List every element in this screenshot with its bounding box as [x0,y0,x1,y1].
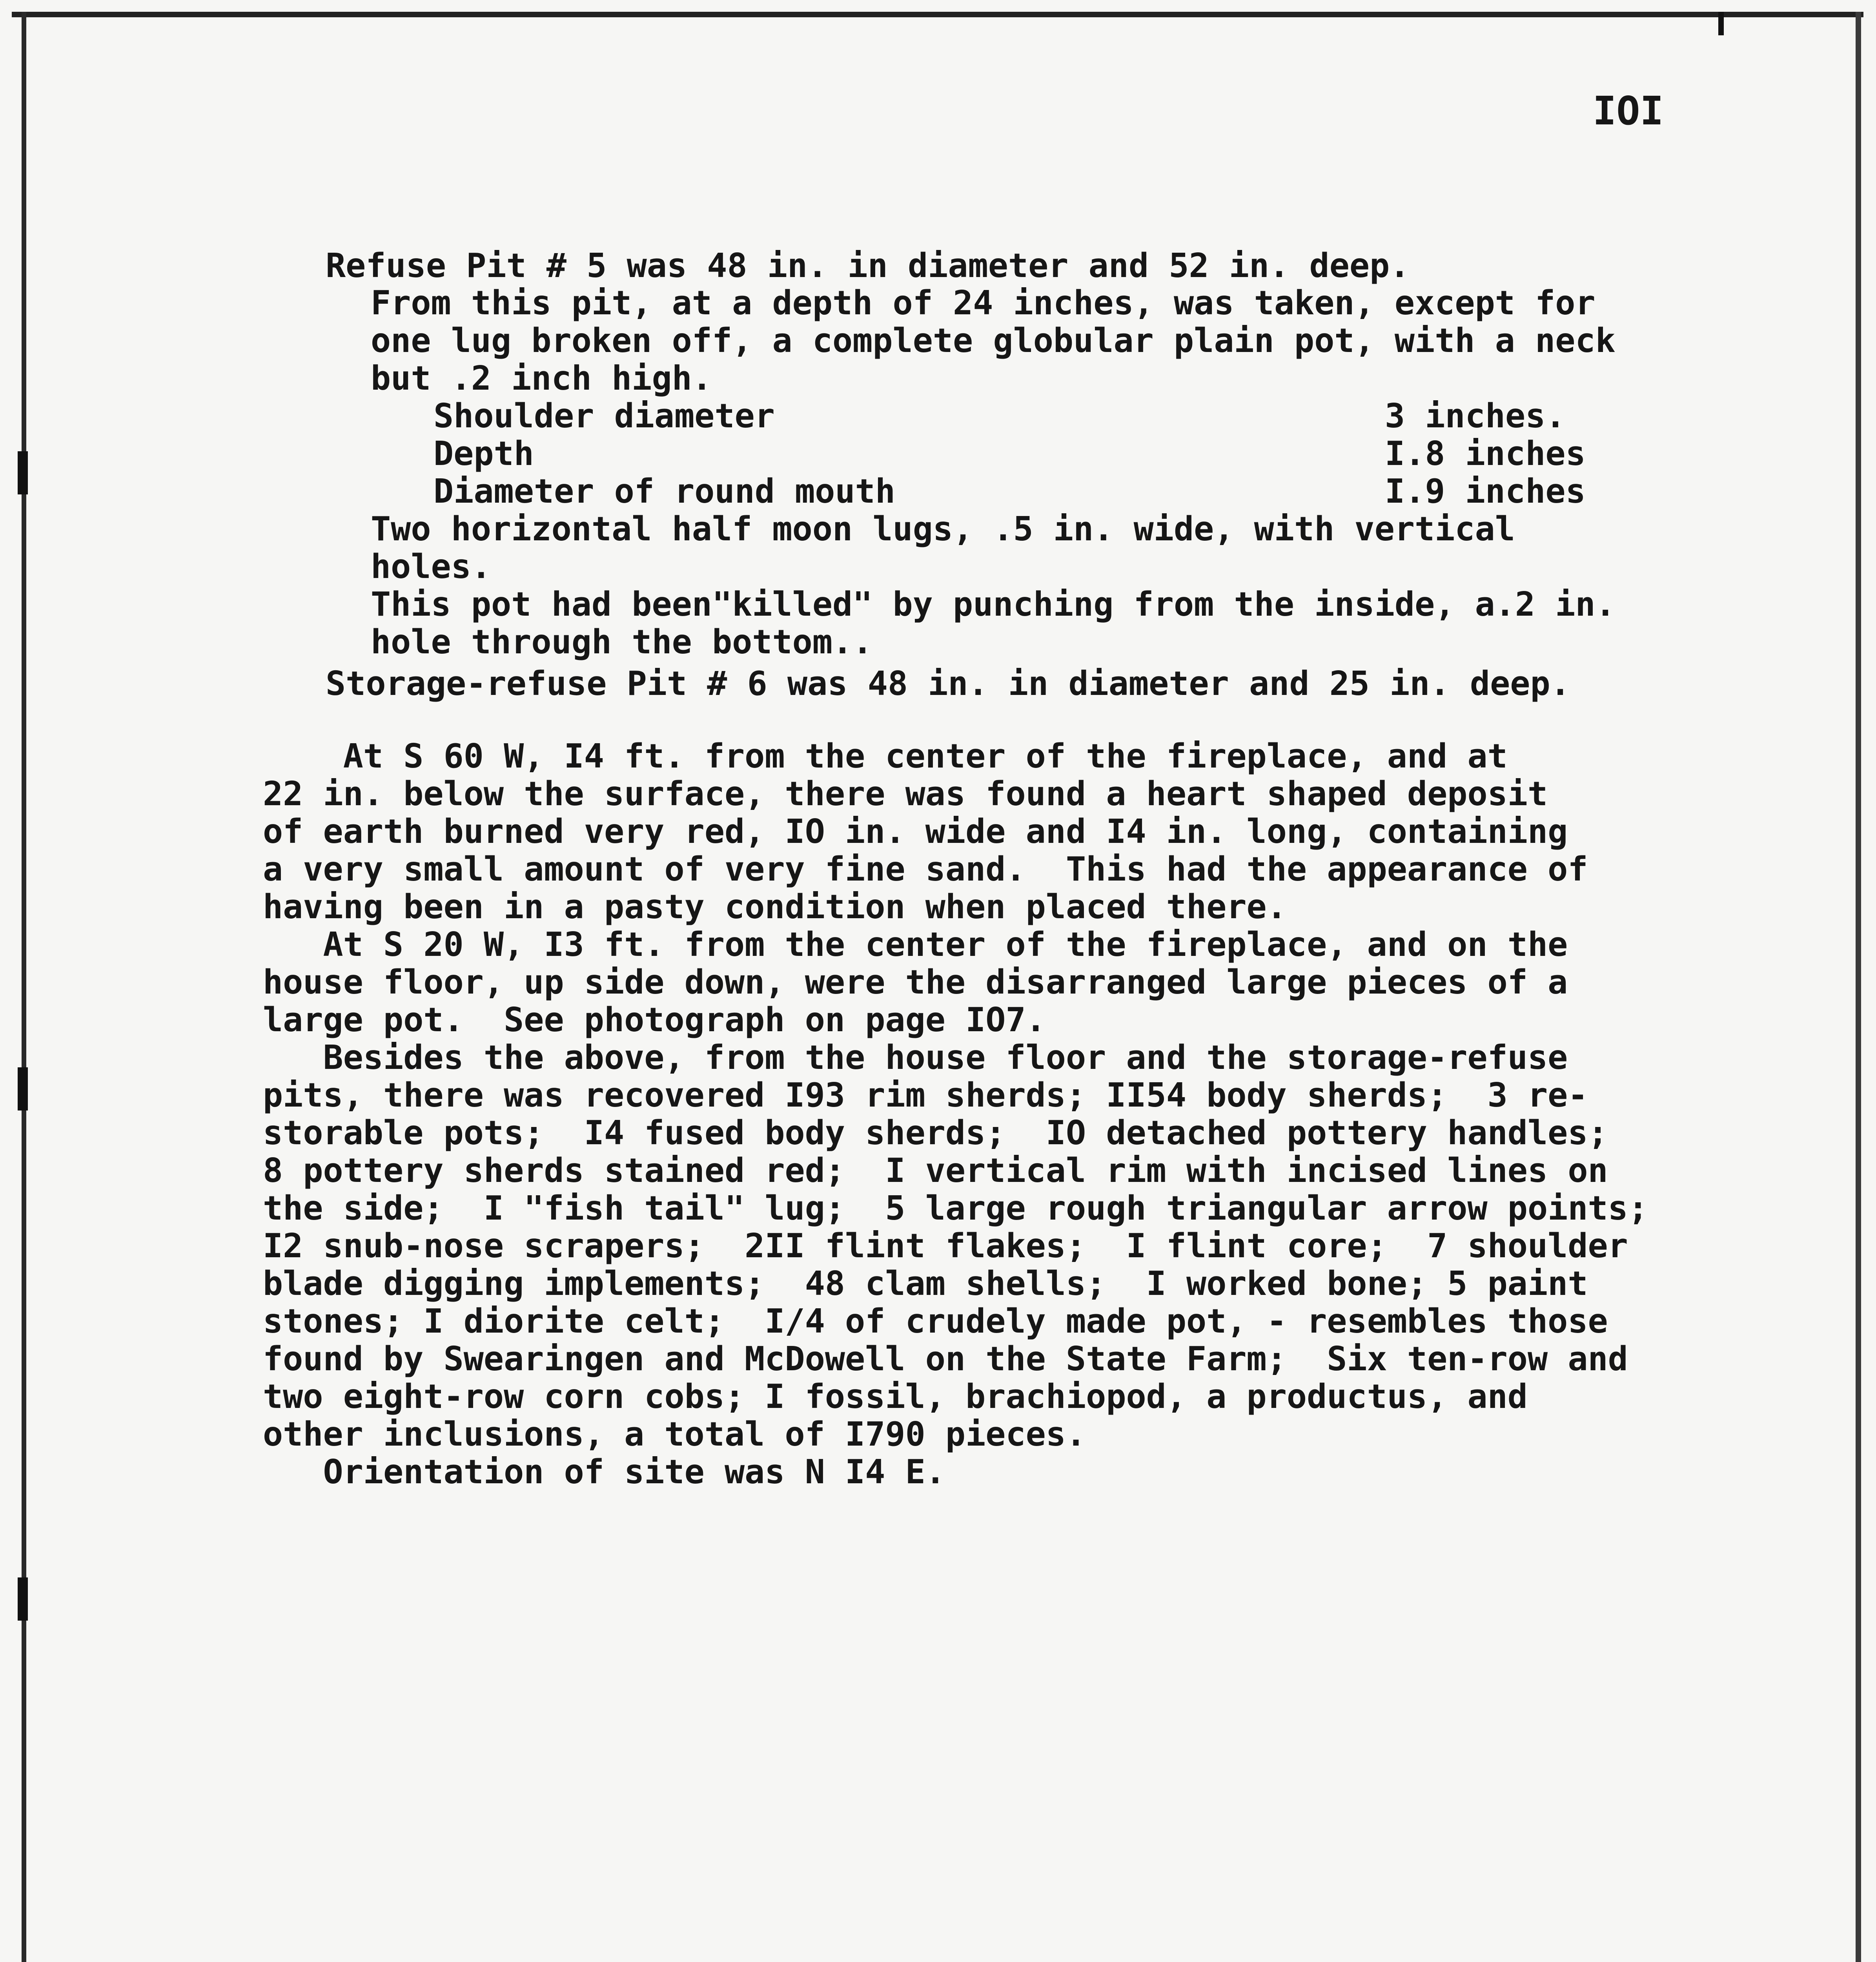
text-line: 22 in. below the surface, there was found a heart shaped deposit [263,775,1548,813]
text-line: blade digging implements; 48 clam shells; I worked bone; 5 paint [263,1264,1588,1303]
text-line: hole through the bottom.. [371,623,873,662]
page-number: IOI [1593,88,1664,134]
text-line: found by Swearingen and McDowell on the State Farm; Six ten-row and [263,1340,1628,1379]
binding-mark [18,1577,28,1621]
binding-mark [18,1067,28,1110]
pit6-heading: Storage-refuse Pit # 6 was 48 in. in diameter and 25 in. deep. [326,664,1570,703]
measurement-value: 3 inches. [1385,397,1566,436]
text-line: Besides the above, from the house floor and the storage-refuse [263,1038,1568,1077]
text-line: From this pit, at a depth of 24 inches, was taken, except for [371,284,1596,323]
text-line: of earth burned very red, IO in. wide and I4 in. long, containing [263,812,1568,851]
text-line: This pot had been"killed" by punching from the inside, a.2 in. [371,585,1616,624]
text-line: the side; I "fish tail" lug; 5 large rough triangular arrow points; [263,1189,1648,1228]
measurement-label: Diameter of round mouth [433,472,896,511]
measurement-value: I.8 inches [1385,434,1586,473]
text-line: pits, there was recovered I93 rim sherds; II54 body sherds; 3 re- [263,1076,1588,1115]
binding-mark [18,451,28,494]
text-line: 8 pottery sherds stained red; I vertical rim with incised lines on [263,1151,1608,1190]
measurement-value: I.9 inches [1385,472,1586,511]
text-line: but .2 inch high. [371,359,712,398]
text-line: holes. [371,547,492,586]
page-left-edge-shadow [22,12,26,1962]
page-top-edge-shadow [12,12,1863,17]
text-line: having been in a pasty condition when placed there. [263,888,1287,926]
text-line: one lug broken off, a complete globular plain pot, with a neck [371,321,1616,360]
text-line: I2 snub-nose scrapers; 2II flint flakes; I flint core; 7 shoulder [263,1227,1628,1265]
edge-mark [1718,12,1724,35]
text-line: stones; I diorite celt; I/4 of crudely made pot, - resembles those [263,1302,1608,1341]
text-line: other inclusions, a total of I790 pieces. [263,1415,1086,1454]
text-line: a very small amount of very fine sand. This had the appearance of [263,850,1588,889]
text-line: Orientation of site was N I4 E. [263,1453,945,1492]
measurement-label: Shoulder diameter [433,397,775,436]
page-right-edge-shadow [1856,12,1861,1962]
pit5-heading: Refuse Pit # 5 was 48 in. in diameter and 52 in. deep. [326,246,1410,285]
text-line: house floor, up side down, were the disarranged large pieces of a [263,963,1568,1002]
text-line: Two horizontal half moon lugs, .5 in. wide, with vertical [371,510,1515,549]
text-line: At S 20 W, I3 ft. from the center of the fireplace, and on the [263,925,1568,964]
text-line: two eight-row corn cobs; I fossil, brachiopod, a productus, and [263,1377,1528,1416]
measurement-label: Depth [433,434,534,473]
text-line: storable pots; I4 fused body sherds; IO detached pottery handles; [263,1114,1608,1152]
text-line: At S 60 W, I4 ft. from the center of the fireplace, and at [263,737,1508,776]
text-line: large pot. See photograph on page IO7. [263,1001,1046,1039]
